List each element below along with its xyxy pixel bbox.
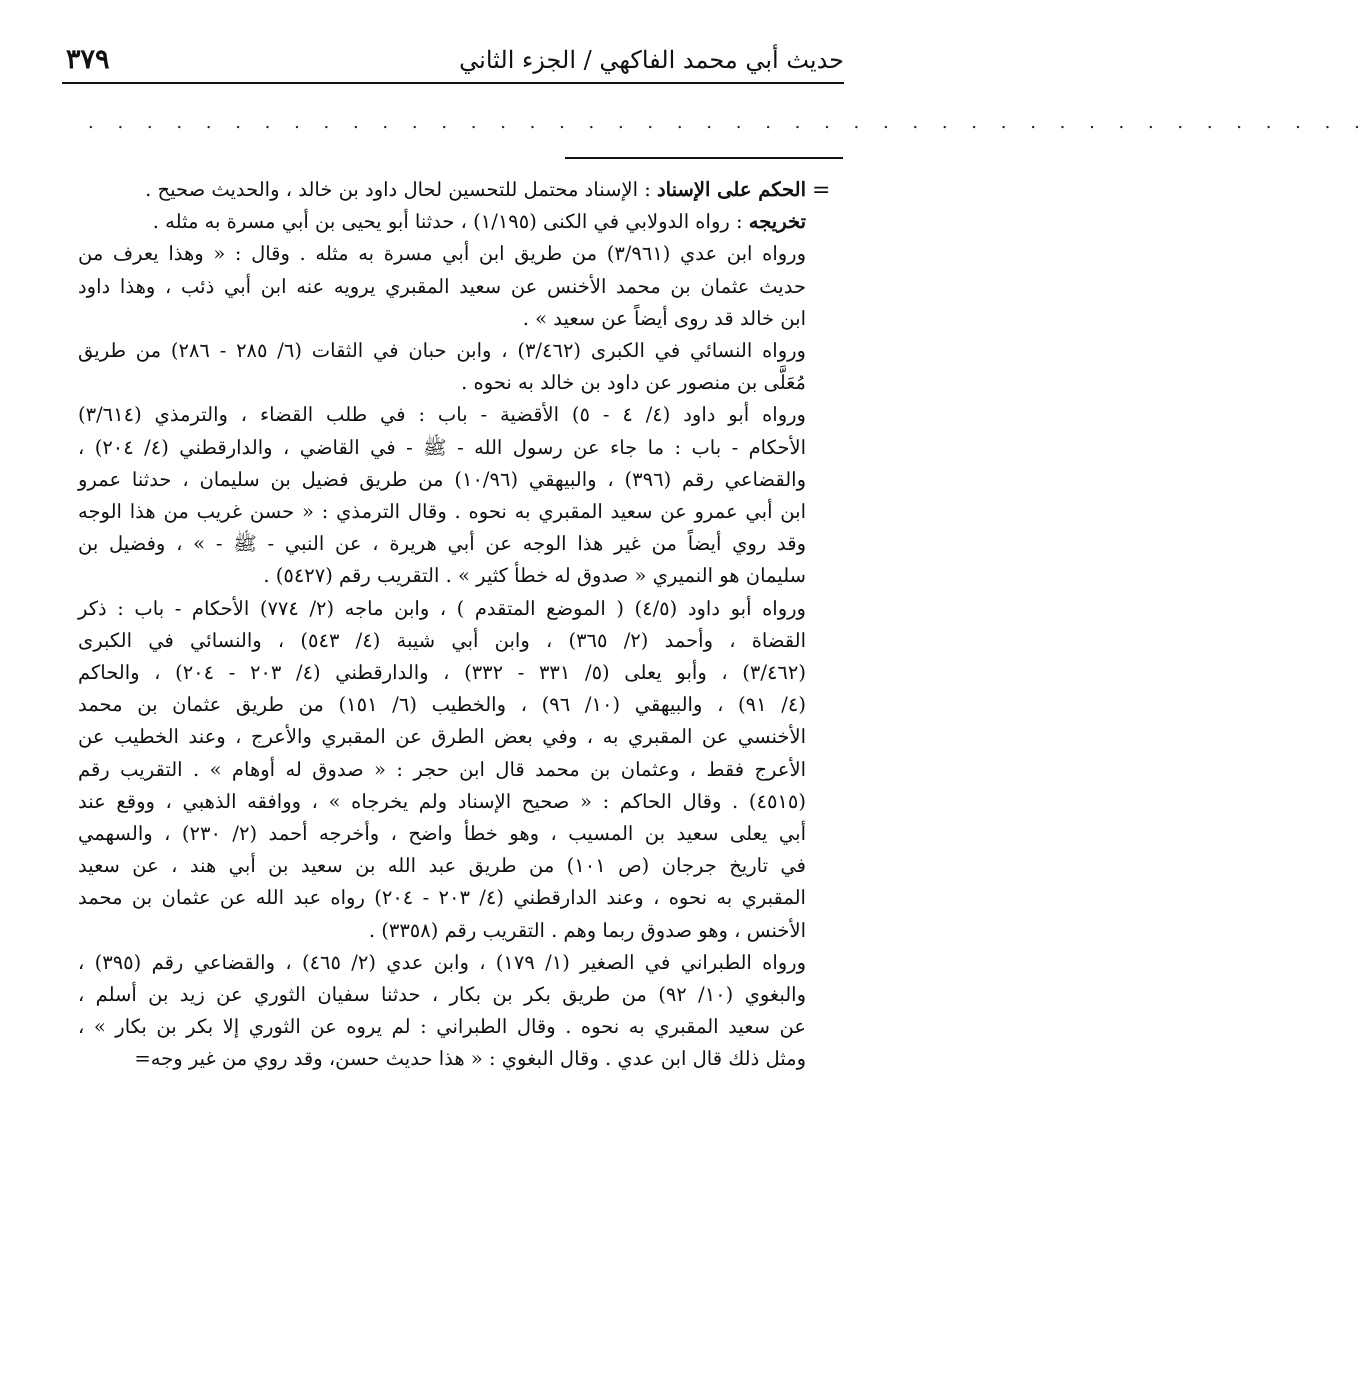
line-text: المقبري به نحوه ، وعند الدارقطني (٤/ ٢٠٣ - ٢٠٤) رواه عبد الله عن عثمان بن محمد: [78, 886, 806, 910]
paragraph: [78, 238, 806, 335]
line-text: ورواه أبو داود (٤/٥) ( الموضع المتقدم ) ، وابن ماجه (٢/ ٧٧٤) الأحكام - باب : ذكر: [78, 596, 806, 620]
text-line: [78, 174, 806, 206]
text-line: [78, 399, 806, 431]
line-text: ابن أبي عمرو عن سعيد المقبري به نحوه . وقال الترمذي : « حسن غريب من هذا الوجه: [78, 500, 806, 524]
text-line: [78, 335, 806, 367]
line-text: في تاريخ جرجان (ص ١٠١) من طريق عبد الله بن سعيد بن أبي هند ، عن سعيد: [78, 854, 807, 878]
line-text: : الإسناد محتمل للتحسين لحال داود بن خالد ، والحديث صحيح .: [145, 178, 657, 201]
line-text: ورواه أبو داود (٤/ ٤ - ٥) الأقضية - باب : في طلب القضاء ، والترمذي (٣/٦١٤): [78, 403, 806, 427]
line-text: ورواه الطبراني في الصغير (١/ ١٧٩) ، وابن عدي (٢/ ٤٦٥) ، والقضاعي رقم (٣٩٥) ،: [78, 950, 807, 974]
running-title: حديث أبي محمد الفاكهي / الجزء الثاني: [459, 46, 844, 74]
line-text: أبي يعلى سعيد بن المسيب ، وهو خطأ واضح ، وأخرجه أحمد (٢/ ٢٣٠) ، والسهمي: [78, 822, 806, 846]
text-line: [78, 882, 806, 914]
footnote-body: [78, 174, 806, 1076]
text-line: [78, 464, 806, 496]
line-text: عن سعيد المقبري به نحوه . وقال الطبراني : لم يروه عن الثوري إلا بكر بن بكار » ،: [78, 1015, 806, 1039]
line-text: والقضاعي رقم (٣٩٦) ، والبيهقي (١٠/٩٦) من طريق فضيل بن سليمان ، حدثنا عمرو: [78, 467, 806, 491]
text-line: [78, 560, 806, 592]
text-line: [78, 528, 806, 560]
line-text: ومثل ذلك قال ابن عدي . وقال البغوي : « هذا حديث حسن، وقد روي من غير وجه=: [134, 1047, 806, 1071]
text-line: [78, 271, 806, 303]
text-line: [78, 786, 806, 818]
text-line: [78, 496, 806, 528]
paragraph: [78, 593, 806, 947]
paragraph: [78, 206, 806, 238]
text-line: [78, 367, 806, 399]
text-line: [78, 915, 806, 947]
text-line: [78, 432, 806, 464]
text-line: [78, 625, 806, 657]
footnote-rule: [565, 157, 843, 159]
line-text: والبغوي (١٠/ ٩٢) من طريق بكر بن بكار ، حدثنا سفيان الثوري عن زيد بن أسلم ،: [78, 983, 806, 1007]
section-heading: الحكم على الإسناد: [656, 178, 806, 201]
line-text: (٣/٤٦٢) ، وأبو يعلى (٥/ ٣٣١ - ٣٣٢) ، والدارقطني (٤/ ٢٠٣ - ٢٠٤) ، والحاكم: [78, 661, 806, 685]
line-text: ابن خالد قد روى أيضاً عن سعيد » .: [522, 306, 806, 330]
separator-dots: . . . . . . . . . . . . . . . . . . . . . . . . . . . . . . . . . . . . . . . . . . . .: [88, 112, 1369, 133]
text-line: [78, 206, 806, 238]
line-text: سليمان هو النميري « صدوق له خطأ كثير » . التقريب رقم (٥٤٢٧) .: [263, 564, 806, 588]
page-number: ٣٧٩: [66, 44, 110, 75]
paragraph: [78, 399, 806, 592]
text-line: [78, 303, 806, 335]
line-text: الأخنس ، وهو صدوق ربما وهم . التقريب رقم (٣٣٥٨) .: [368, 918, 806, 942]
line-text: وقد روي أيضاً من غير هذا الوجه عن أبي هريرة ، عن النبي - ﷺ - » ، وفضيل بن: [78, 532, 806, 556]
line-text: ورواه النسائي في الكبرى (٣/٤٦٢) ، وابن حبان في الثقات (٦/ ٢٨٥ - ٢٨٦) من طريق: [78, 339, 806, 363]
line-text: (٤/ ٩١) ، والبيهقي (١٠/ ٩٦) ، والخطيب (٦/ ١٥١) من طريق عثمان بن محمد: [78, 693, 806, 717]
paragraph: [78, 174, 806, 206]
line-text: الأحكام - باب : ما جاء عن رسول الله - ﷺ - في القاضي ، والدارقطني (٤/ ٢٠٤) ،: [78, 435, 806, 459]
line-text: القضاة ، وأحمد (٢/ ٣٦٥) ، وابن أبي شيبة (٤/ ٥٤٣) ، والنسائي في الكبرى: [78, 628, 806, 652]
line-text: الأعرج فقط ، وعثمان بن محمد قال ابن حجر : « صدوق له أوهام » . التقريب رقم: [78, 757, 806, 781]
paragraph: [78, 335, 806, 399]
text-line: [78, 1011, 806, 1043]
text-line: [78, 979, 806, 1011]
line-text: ورواه ابن عدي (٣/٩٦١) من طريق ابن أبي مسرة به مثله . وقال : « وهذا يعرف من: [78, 242, 806, 266]
text-line: [78, 238, 806, 270]
paragraph: [78, 947, 806, 1076]
page-header: [62, 38, 844, 84]
line-text: الأخنسي عن المقبري به ، وفي بعض الطرق عن المقبري والأعرج ، وعند الخطيب عن: [78, 725, 806, 749]
text-line: [78, 1043, 806, 1075]
line-text: حديث عثمان بن محمد الأخنس عن سعيد المقبري يرويه عنه ابن أبي ذئب ، وهذا داود: [78, 274, 806, 298]
continuation-mark: =: [812, 178, 831, 203]
line-text: مُعَلَّى بن منصور عن داود بن خالد به نحوه .: [461, 371, 806, 395]
section-heading: تخريجه: [748, 210, 806, 234]
text-line: [78, 947, 806, 979]
line-text: : رواه الدولابي في الكنى (١/١٩٥) ، حدثنا أبو يحيى بن أبي مسرة به مثله .: [152, 210, 749, 234]
text-line: [78, 657, 806, 689]
text-line: [78, 754, 806, 786]
text-line: [78, 721, 806, 753]
text-line: [78, 850, 806, 882]
text-line: [78, 689, 806, 721]
text-line: [78, 593, 806, 625]
text-line: [78, 818, 806, 850]
line-text: (٤٥١٥) . وقال الحاكم : « صحيح الإسناد ولم يخرجاه » ، ووافقه الذهبي ، ووقع عند: [78, 789, 806, 813]
